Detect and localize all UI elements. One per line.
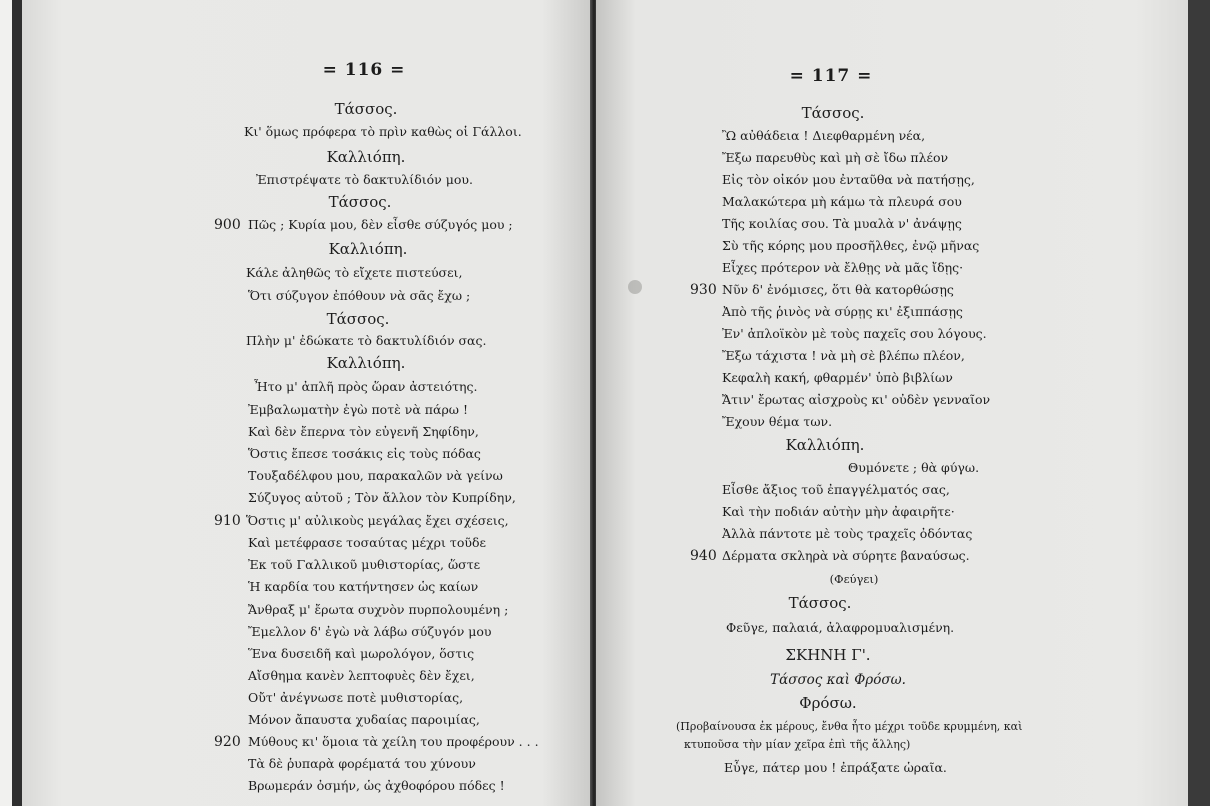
left-page bbox=[22, 0, 594, 806]
speaker-label: Τάσσος. bbox=[788, 594, 852, 612]
verse-line: Νῦν δ' ἐνόμισες, ὅτι θὰ κατορθώσῃς bbox=[722, 282, 954, 297]
verse-line: Καὶ τὴν ποδιάν αὐτὴν μὴν ἀφαιρῆτε· bbox=[722, 504, 955, 519]
verse-line: Καὶ δὲν ἔπερνα τὸν εὐγενῆ Σηφίδην, bbox=[248, 424, 479, 439]
verse-line: Ἀπὸ τῆς ῥινὸς νὰ σύρῃς κι' ἐξιππάσῃς bbox=[722, 304, 963, 319]
verse-line: Μόνον ἄπαυστα χυδαίας παροιμίας, bbox=[248, 712, 480, 727]
verse-line: Θυμόνετε ; θὰ φύγω. bbox=[848, 460, 980, 475]
speaker-label: Τάσσος. bbox=[328, 193, 392, 211]
verse-line: Ἕνα δυσειδῆ καὶ μωρολόγον, ὅστις bbox=[248, 646, 475, 661]
verse-line: Βρωμεράν ὀσμήν, ὡς ἀχθοφόρου πόδες ! bbox=[248, 778, 505, 793]
verse-line: Ἐπιστρέψατε τὸ δακτυλίδιόν μου. bbox=[256, 172, 473, 187]
line-number: 930 bbox=[690, 282, 717, 298]
verse-line: Ὢ αὐθάδεια ! Διεφθαρμένη νέα, bbox=[722, 128, 926, 143]
verse-line: Τουξαδέλφου μου, παρακαλῶν νὰ γείνω bbox=[248, 468, 503, 483]
speaker-label: Φρόσω. bbox=[799, 694, 857, 712]
stage-direction: (Φεύγει) bbox=[829, 572, 879, 586]
page-number-117: = 117 = bbox=[789, 66, 873, 86]
verse-line: Ἔξω τάχιστα ! νὰ μὴ σὲ βλέπω πλέον, bbox=[722, 348, 965, 363]
line-number: 910 bbox=[214, 513, 241, 529]
verse-line: Μύθους κι' ὅμοια τὰ χείλη του προφέρουν . . . bbox=[248, 734, 539, 749]
verse-line: Εἶχες πρότερον νὰ ἔλθῃς νὰ μᾶς ἴδῃς· bbox=[722, 260, 964, 275]
verse-line: Καὶ μετέφρασε τοσαύτας μέχρι τοῦδε bbox=[248, 535, 486, 550]
verse-line: Ἄτιν' ἔρωτας αἰσχροὺς κι' οὐδὲν γενναῖον bbox=[722, 392, 991, 407]
verse-line: Οὔτ' ἀνέγνωσε ποτὲ μυθιστορίας, bbox=[248, 690, 464, 705]
verse-line: Τὰ δὲ ῥυπαρὰ φορέματά του χύνουν bbox=[248, 756, 476, 771]
verse-line: Κάλε ἀληθῶς τὸ εἴχετε πιστεύσει, bbox=[246, 265, 463, 280]
stage-direction: (Προβαίνουσα ἐκ μέρους, ἔνθα ἦτο μέχρι τοῦδε κρυμμένη, καὶ bbox=[676, 720, 1023, 733]
line-number: 920 bbox=[214, 734, 241, 750]
verse-line: Ὅτι σύζυγον ἐπόθουν νὰ σᾶς ἔχω ; bbox=[248, 288, 471, 303]
verse-line: Ἐκ τοῦ Γαλλικοῦ μυθιστορίας, ὥστε bbox=[248, 557, 481, 572]
line-number: 900 bbox=[214, 217, 241, 233]
speaker-label: Τάσσος. bbox=[326, 310, 390, 328]
verse-line: Εἰς τὸν οἰκόν μου ἐνταῦθα νὰ πατήσῃς, bbox=[722, 172, 975, 187]
verse-line: Εἶσθε ἄξιος τοῦ ἐπαγγέλματός σας, bbox=[722, 482, 950, 497]
scene-characters: Τάσσος καὶ Φρόσω. bbox=[770, 672, 906, 688]
speaker-label: Καλλιόπη. bbox=[326, 148, 406, 166]
verse-line: Ὅστις ἔπεσε τοσάκις εἰς τοὺς πόδας bbox=[248, 446, 481, 461]
verse-line: Πῶς ; Κυρία μου, δὲν εἶσθε σύζυγός μου ; bbox=[248, 217, 513, 232]
verse-line: Κεφαλὴ κακή, φθαρμέν' ὑπὸ βιβλίων bbox=[722, 370, 953, 385]
stage-direction: κτυποῦσα τὴν μίαν χεῖρα ἐπὶ τῆς ἄλλης) bbox=[684, 738, 911, 751]
speaker-label: Καλλιόπη. bbox=[328, 240, 408, 258]
verse-line: Ἀλλὰ πάντοτε μὲ τοὺς τραχεῖς ὀδόντας bbox=[722, 526, 973, 541]
verse-line: Αἴσθημα κανὲν λεπτοφυὲς δὲν ἔχει, bbox=[248, 668, 475, 683]
verse-line: Σὺ τῆς κόρης μου προσῆλθες, ἐνῷ μῆνας bbox=[722, 238, 980, 253]
page-number-116: = 116 = bbox=[322, 60, 406, 80]
verse-line: Κι' ὅμως πρόφερα τὸ πρὶν καθὼς οἱ Γάλλοι. bbox=[244, 124, 522, 139]
verse-line: Ἐν' ἀπλοϊκὸν μὲ τοὺς παχεῖς σου λόγους. bbox=[722, 326, 987, 341]
line-number: 940 bbox=[690, 548, 717, 564]
book-outer-edge-left bbox=[0, 0, 12, 806]
verse-line: Μαλακώτερα μὴ κάμω τὰ πλευρά σου bbox=[722, 194, 962, 209]
paper-stain bbox=[628, 280, 642, 294]
verse-line: Ἦτο μ' ἀπλῆ πρὸς ὥραν ἀστειότης. bbox=[254, 379, 478, 394]
verse-line: Ἔξω παρευθὺς καὶ μὴ σὲ ἴδω πλέον bbox=[722, 150, 949, 165]
speaker-label: Τάσσος. bbox=[801, 104, 865, 122]
verse-line: Πλὴν μ' ἐδώκατε τὸ δακτυλίδιόν σας. bbox=[246, 333, 487, 348]
scene-heading: ΣΚΗΝΗ Γ'. bbox=[785, 646, 871, 664]
verse-line: Εὖγε, πάτερ μου ! ἐπράξατε ὡραῖα. bbox=[724, 760, 947, 775]
book-outer-edge-right bbox=[1188, 0, 1210, 806]
speaker-label: Τάσσος. bbox=[334, 100, 398, 118]
verse-line: Δέρματα σκληρὰ νὰ σύρητε βαναύσως. bbox=[722, 548, 970, 563]
verse-line: Ἔμελλον δ' ἐγὼ νὰ λάβω σύζυγόν μου bbox=[248, 624, 492, 639]
verse-line: Τῆς κοιλίας σου. Τὰ μυαλὰ ν' ἀνάψῃς bbox=[722, 216, 962, 231]
speaker-label: Καλλιόπη. bbox=[785, 436, 865, 454]
verse-line: Ἔχουν θέμα των. bbox=[722, 414, 833, 429]
verse-line: Ἡ καρδία του κατήντησεν ὡς καίων bbox=[248, 579, 479, 594]
verse-line: Ἄνθραξ μ' ἔρωτα συχνὸν πυρπολουμένη ; bbox=[248, 602, 509, 617]
verse-line: Ἐμβαλωματὴν ἐγὼ ποτὲ νὰ πάρω ! bbox=[248, 402, 469, 417]
verse-line: Φεῦγε, παλαιά, ἀλαφρομυαλισμένη. bbox=[726, 620, 955, 635]
verse-line: Ὅστις μ' αὐλικοὺς μεγάλας ἔχει σχέσεις, bbox=[246, 513, 509, 528]
verse-line: Σύζυγος αὐτοῦ ; Τὸν ἄλλον τὸν Κυπρίδην, bbox=[248, 490, 516, 505]
right-page bbox=[596, 0, 1188, 806]
speaker-label: Καλλιόπη. bbox=[326, 354, 406, 372]
